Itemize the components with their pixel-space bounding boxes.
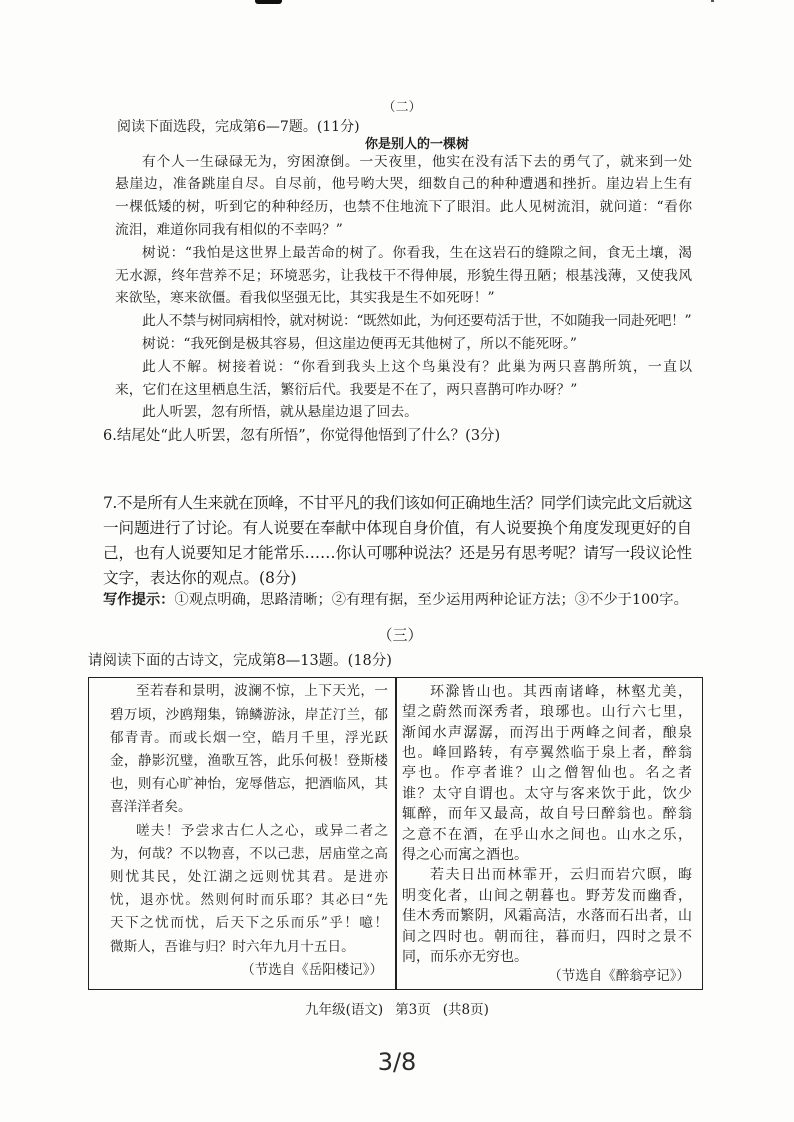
scan-artifact-dot: [711, 0, 714, 2]
story-line: 此人听罢，忽有所悟，就从悬崖边退了回去。: [142, 404, 418, 421]
question-7-line: 一问题进行了讨论。有人说要在奉献中体现自身价值，有人说要换个角度发现更好的自: [103, 518, 692, 537]
story-line: 流泪，难道你同我有相似的不幸吗？”: [115, 221, 343, 238]
story-line: 此人不禁与树同病相怜，就对树说：“既然如此，为何还要苟活于世，不如随我一同赴死吧！”: [142, 313, 692, 330]
classical-line: 忧，退亦忧。然则何时而乐耶？其必曰“先: [110, 892, 388, 909]
classical-line: 金，静影沉璧，渔歌互答，此乐何极！登斯楼: [110, 753, 388, 769]
classical-line: 辄醉，而年又最高，故自号曰醉翁也。醉翁: [402, 806, 692, 823]
classical-line: 也，则有心旷神怡，宠辱偕忘，把酒临风，其: [110, 776, 388, 793]
classical-line: 天下之忧而忧，后天下之乐而乐”乎！噫！: [110, 915, 388, 932]
classical-line: 望之蔚然而深秀者，琅琊也。山行六七里，: [402, 704, 692, 721]
page-footer: [297, 1001, 497, 1019]
classical-line: 间之四时也。朝而往，暮而归，四时之景不: [402, 928, 692, 945]
classical-line: 至若春和景明，波澜不惊，上下天光，一: [136, 683, 388, 700]
classical-line: 得之心而寓之酒也。: [402, 847, 528, 864]
classical-line: 嗟夫！予尝求古仁人之心，或异二者之: [136, 822, 388, 839]
section-two-instruction: 阅读下面选段，完成第6—7题。(11分): [117, 119, 360, 135]
classical-line: 环滁皆山也。其西南诸峰，林壑尤美，: [430, 683, 692, 700]
classical-line: 若夫日出而林霏开，云归而岩穴暝，晦: [430, 867, 692, 884]
question-6-text: 6.结尾处“此人听罢，忽有所悟”，你觉得他悟到了什么？(3分): [103, 428, 501, 444]
column-divider: [395, 678, 397, 989]
section-three-label: （三）: [377, 626, 423, 644]
writing-hint-line: [103, 591, 692, 609]
story-line: 一棵低矮的树，听到它的种种经历，也禁不住地流下了眼泪。此人见树流泪，就问道：“看你: [115, 199, 692, 216]
classical-line: 碧万顷，沙鸥翔集，锦鳞游泳，岸芷汀兰，郁: [110, 706, 388, 723]
classical-line: 亭也。作亭者谁？山之僧智仙也。名之者: [402, 765, 692, 782]
writing-hint: [103, 591, 692, 609]
story-line: 来欲坠，寒来欲僵。看我似坚强无比，其实我是生不如死呀！”: [115, 290, 495, 307]
classical-line: 则忧其民，处江湖之远则忧其君。是进亦: [110, 869, 388, 886]
story-line: 树说：“我怕是这世界上最苦命的树了。你看我，生在这岩石的缝隙之间，食无土壤，渴: [142, 244, 692, 261]
question-7-line: 己，也有人说要知足才能常乐……你认可哪种说法？还是另有思考呢？请写一段议论性: [103, 543, 692, 562]
story-title: 你是别人的一棵树: [364, 137, 469, 152]
classical-line: 为，何哉？不以物喜，不以己悲，居庙堂之高: [110, 845, 388, 862]
question-7-line: 文字，表达你的观点。(8分): [103, 568, 297, 587]
classical-line: 也。峰回路转，有亭翼然临于泉上者，醉翁: [402, 745, 692, 762]
scan-artifact: [255, 0, 282, 4]
story-line: 树说：“我死倒是极其容易，但这崖边便再无其他树了，所以不能死呀。”: [142, 335, 577, 352]
classical-line: 谁？太守自谓也。太守与客来饮于此，饮少: [402, 785, 692, 802]
story-line: 有个人一生碌碌无为，穷困潦倒。一天夜里，他实在没有活下去的勇气了，就来到一处: [142, 153, 692, 170]
writing-hint-text: ①观点明确，思路清晰；②有理有据，至少运用两种论证方法；③不少于100字。: [174, 592, 688, 608]
question-7: [103, 491, 692, 591]
source-zuiweng-ting-ji: （节选自《醉翁亭记》）: [548, 968, 690, 984]
source-yueyang-lou-ji: （节选自《岳阳楼记》）: [241, 962, 383, 978]
footer-page-total: (共8页): [442, 1002, 489, 1018]
classical-line: 渐闻水声潺潺，而泻出于两峰之间者，酿泉: [402, 724, 692, 741]
classical-line: 微斯人，吾谁与归？时六年九月十五日。: [110, 938, 355, 955]
classical-line: 郁青青。而或长烟一空，皓月千里，浮光跃: [110, 729, 388, 746]
classical-line: 佳木秀而繁阴，风霜高洁，水落而石出者，山: [402, 908, 692, 925]
footer-grade-subject: 九年级(语文): [305, 1002, 384, 1018]
writing-hint-label: 写作提示：: [103, 592, 175, 608]
yueyang-lou-ji-passage: [110, 680, 388, 958]
story-line: 来，它们在这里栖息生活，繁衍后代。我要是不在了，两只喜鹊可咋办呀？”: [115, 381, 578, 398]
section-three-instruction: 请阅读下面的古诗文，完成第8—13题。(18分): [88, 653, 392, 669]
story-line: 无水源，终年营养不足；环境恶劣，让我枝干不得伸展，形貌生得丑陋；根基浅薄，又使我风: [115, 267, 692, 284]
footer-page-number: 第3页: [395, 1002, 431, 1018]
page-indicator: 3/8: [377, 1048, 417, 1076]
classical-line: 之意不在酒，在乎山水之间也。山水之乐，: [402, 826, 692, 843]
classical-line: 明变化者，山间之朝暮也。野芳发而幽香，: [402, 887, 692, 904]
zuiweng-ting-ji-passage: [402, 682, 692, 968]
classical-line: 喜洋洋者矣。: [110, 799, 192, 816]
question-7-line: 7.不是所有人生来就在顶峰，不甘平凡的我们该如何正确地生活？同学们读完此文后就这: [103, 493, 692, 512]
story-line: 悬崖边，准备跳崖自尽。自尽前，他号哟大哭，细数自己的种种遭遇和挫折。崖边岩上生有: [115, 176, 692, 193]
question-6: [103, 427, 692, 445]
story-line: 此人不解。树接着说：“你看到我头上这个鸟巢没有？此巢为两只喜鹊所筑，一直以: [142, 358, 692, 375]
classical-line: 同，而乐亦无穷也。: [402, 949, 528, 966]
section-two-label: （二）: [382, 100, 422, 115]
story-passage: [115, 151, 692, 425]
